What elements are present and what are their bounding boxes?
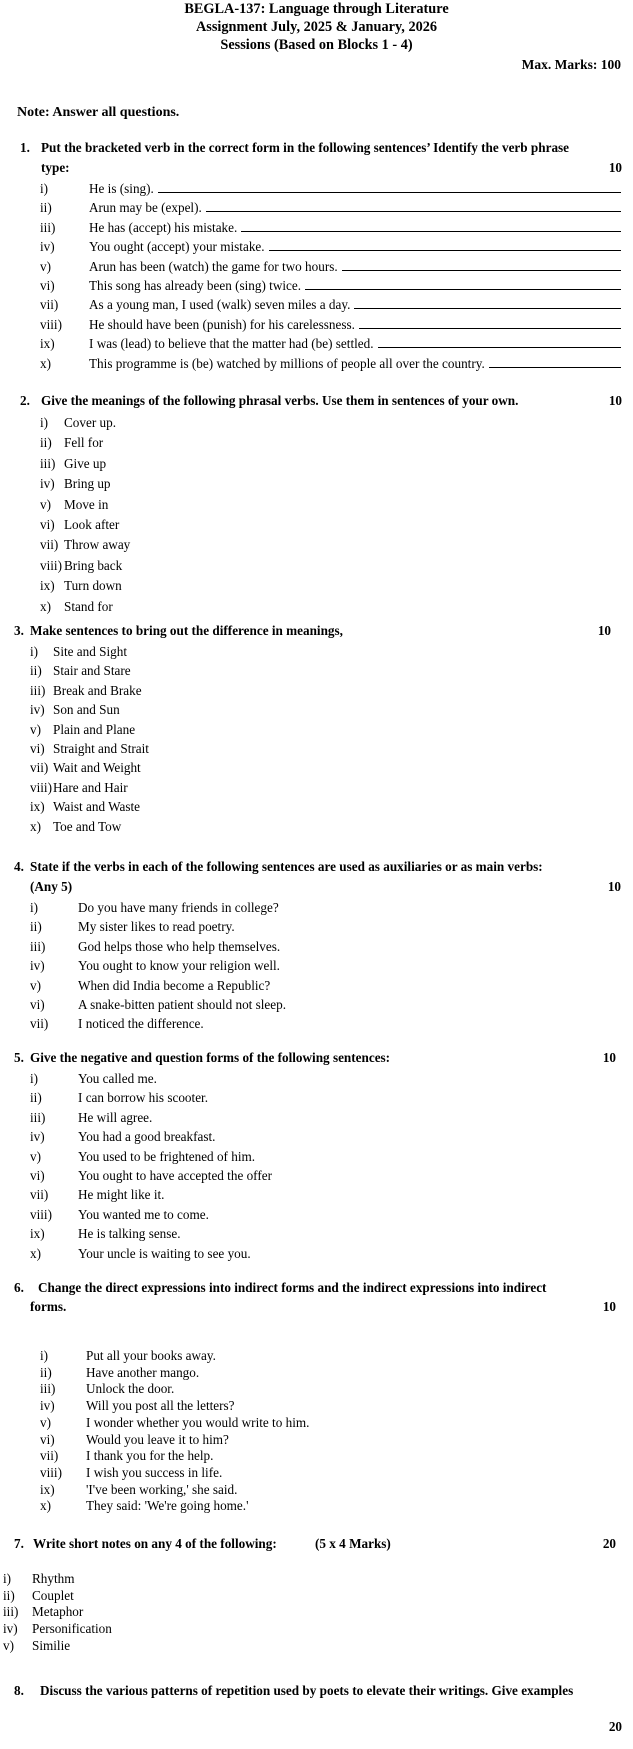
q3-item-text — [53, 799, 140, 815]
q5-item-text — [78, 1071, 157, 1087]
q3-item-label: Toe and Tow — [53, 818, 122, 834]
q7-item-text — [32, 1604, 83, 1620]
q5-item-label: You called me. — [78, 1071, 157, 1086]
q3-item-text — [53, 644, 127, 660]
q2-item-text — [64, 476, 111, 492]
q1-item-text — [89, 259, 621, 275]
q5-item-number: ix) — [30, 1226, 45, 1242]
q5-item-number: ii) — [30, 1090, 42, 1106]
q2-item-text — [64, 578, 122, 594]
q6-item-text — [86, 1415, 309, 1431]
q7-item-number: iv) — [3, 1621, 18, 1637]
q1-item-number: ii) — [40, 200, 52, 216]
q7-item-label: Similie — [32, 1637, 71, 1653]
q8-marks: 20 — [608, 1719, 622, 1734]
q3-item-number: i) — [30, 644, 39, 659]
q1-item-text — [89, 297, 621, 313]
q5-item-text — [78, 1168, 272, 1184]
q2-item-label: Turn down — [64, 578, 122, 594]
q3-item-number: vii) — [30, 760, 49, 776]
q3-item-label: Straight and Strait — [53, 741, 149, 756]
q8-number: 8. — [14, 1683, 24, 1698]
q5-item-text — [78, 1090, 208, 1106]
q4-item-label: Do you have many friends in college? — [78, 900, 279, 915]
q5-item-text — [78, 1246, 251, 1262]
q7-item-label: Personification — [32, 1621, 112, 1637]
q7-item-text — [32, 1588, 74, 1604]
answer-blank-line — [241, 220, 621, 232]
q1-item-number: vi) — [40, 278, 55, 293]
answer-blank-line — [354, 297, 621, 309]
q1-item-number: ix) — [40, 336, 55, 352]
q4-item-number: vii) — [30, 1016, 49, 1032]
q5-number: 5. — [14, 1050, 24, 1065]
q5-item-number: iii) — [30, 1109, 46, 1125]
q6-item-label: Will you post all the letters? — [86, 1398, 235, 1414]
q6-item-label: They said: 'We're going home.' — [86, 1498, 249, 1514]
q2-item-number: iii) — [40, 455, 56, 471]
q3-item-text — [53, 819, 121, 835]
q5-item-label: He might like it. — [78, 1187, 165, 1203]
q7-item-number: i) — [3, 1571, 12, 1586]
q1-item-label: He should have been (punish) for his carelessness. — [89, 316, 355, 332]
answer-blank-line — [269, 239, 621, 251]
q3-item-number: iv) — [30, 702, 45, 718]
q1-item-text — [89, 239, 621, 255]
answer-blank-line — [489, 356, 621, 368]
q2-item-text — [64, 517, 119, 533]
header-course-title: BEGLA-137: Language through Literature — [184, 1, 449, 17]
q7-number: 7. — [14, 1536, 24, 1551]
q2-item-label: Fell for — [64, 435, 104, 451]
q1-item-label: I was (lead) to believe that the matter had (be) settled. — [89, 336, 374, 352]
q4-item-text — [78, 978, 270, 994]
q1-item-text — [89, 181, 621, 197]
q4-item-label: When did India become a Republic? — [78, 977, 271, 993]
q1-item-number: x) — [40, 355, 51, 371]
q2-item-text — [64, 537, 130, 553]
q2-item-text — [64, 497, 108, 513]
q5-item-label: He is talking sense. — [78, 1226, 181, 1242]
q2-item-label: Cover up. — [64, 415, 117, 430]
q6-item-number: v) — [40, 1414, 51, 1430]
q4-item-label: My sister likes to read poetry. — [78, 919, 235, 935]
q2-item-number: ix) — [40, 578, 55, 594]
q7-item-text — [32, 1621, 112, 1637]
q6-text-line1: Change the direct expressions into indirect forms and the indirect expressions into indirect — [38, 1280, 547, 1295]
q2-item-text — [64, 456, 106, 472]
q3-item-text — [53, 780, 128, 796]
q2-item-label: Give up — [64, 455, 107, 471]
q1-item-label: He is (sing). — [89, 181, 154, 196]
q1-number: 1. — [20, 140, 30, 155]
note: Note: Answer all questions. — [17, 105, 180, 120]
q5-item-label: Your uncle is waiting to see you. — [78, 1245, 251, 1261]
q6-text-line2: forms. — [30, 1299, 67, 1314]
q3-item-label: Waist and Waste — [53, 799, 140, 815]
q6-item-number: vi) — [40, 1431, 55, 1447]
q1-item-number: iii) — [40, 219, 56, 235]
q1-item-label: Arun may be (expel). — [89, 200, 202, 216]
q4-item-number: iii) — [30, 938, 46, 954]
q4-item-number: iv) — [30, 958, 45, 974]
q7-item-label: Rhythm — [32, 1571, 75, 1586]
q2-item-label: Bring back — [64, 557, 123, 573]
q3-item-text — [53, 683, 142, 699]
q3-item-label: Site and Sight — [53, 644, 127, 659]
q6-item-number: ix) — [40, 1481, 55, 1497]
q3-item-number: iii) — [30, 682, 46, 698]
q5-item-number: i) — [30, 1071, 39, 1086]
q5-item-text — [78, 1110, 152, 1126]
q6-item-text — [86, 1465, 222, 1481]
q2-marks: 10 — [608, 393, 622, 408]
q7-item-label: Couplet — [32, 1587, 74, 1603]
q4-marks: 10 — [607, 879, 621, 894]
q3-item-label: Son and Sun — [53, 702, 120, 718]
q3-item-text — [53, 760, 141, 776]
q5-item-number: vi) — [30, 1168, 45, 1183]
q4-item-number: v) — [30, 977, 41, 993]
q4-item-number: ii) — [30, 919, 42, 935]
q3-item-number: vi) — [30, 741, 45, 756]
q4-text-line1: State if the verbs in each of the following sentences are used as auxiliaries or as main verbs: — [30, 859, 543, 874]
q7-item-number: v) — [3, 1637, 14, 1653]
q7-item-text — [32, 1571, 75, 1587]
answer-blank-line — [378, 336, 621, 348]
q1-item-number: vii) — [40, 297, 59, 313]
q5-item-text — [78, 1187, 164, 1203]
max-marks: Max. Marks: 100 — [521, 57, 621, 72]
q2-number: 2. — [20, 393, 30, 408]
q2-item-text — [64, 435, 103, 451]
q6-item-text — [86, 1365, 199, 1381]
q6-item-label: I thank you for the help. — [86, 1448, 214, 1464]
q1-item-text — [89, 356, 621, 372]
q1-item-text — [89, 220, 621, 236]
q4-item-label: I noticed the difference. — [78, 1016, 204, 1032]
q6-item-text — [86, 1448, 213, 1464]
q5-item-label: You wanted me to come. — [78, 1206, 209, 1222]
q6-item-text — [86, 1432, 229, 1448]
q5-item-text — [78, 1149, 255, 1165]
q2-item-number: vi) — [40, 517, 55, 532]
q1-item-text — [89, 278, 621, 294]
q6-item-number: ii) — [40, 1364, 52, 1380]
q2-item-number: iv) — [40, 476, 55, 492]
q1-item-label: You ought (accept) your mistake. — [89, 239, 265, 255]
q1-item-number: i) — [40, 181, 49, 196]
q4-item-text — [78, 900, 279, 916]
answer-blank-line — [359, 317, 621, 329]
q6-item-text — [86, 1348, 216, 1364]
header-assignment-title: Assignment July, 2025 & January, 2026 — [195, 19, 438, 35]
q3-item-label: Hare and Hair — [53, 779, 128, 795]
q7-item-text — [32, 1638, 70, 1654]
q3-item-label: Wait and Weight — [53, 760, 141, 776]
q4-number: 4. — [14, 859, 24, 874]
q1-item-number: v) — [40, 258, 51, 274]
q3-marks: 10 — [597, 623, 611, 638]
q2-item-number: i) — [40, 415, 49, 430]
q6-item-number: iv) — [40, 1398, 55, 1414]
q7-marks: 20 — [602, 1536, 616, 1551]
q1-item-text — [89, 200, 621, 216]
q3-item-text — [53, 741, 149, 757]
q5-item-label: I can borrow his scooter. — [78, 1090, 209, 1106]
answer-blank-line — [206, 200, 621, 212]
q5-item-number: vii) — [30, 1187, 49, 1203]
q6-item-text — [86, 1498, 248, 1514]
q3-item-number: ii) — [30, 663, 42, 679]
q5-item-label: You had a good breakfast. — [78, 1129, 216, 1145]
q6-item-number: x) — [40, 1498, 51, 1514]
q2-item-number: x) — [40, 598, 51, 614]
q6-item-label: I wonder whether you would write to him. — [86, 1414, 310, 1430]
q5-item-number: viii) — [30, 1206, 52, 1222]
q1-item-label: Arun has been (watch) the game for two hours. — [89, 258, 338, 274]
q1-text-line1: Put the bracketed verb in the correct form in the following sentences’ Identify the verb phrase — [41, 140, 570, 155]
answer-blank-line — [305, 278, 621, 290]
q3-item-number: x) — [30, 818, 41, 834]
q3-item-label: Break and Brake — [53, 682, 142, 698]
q2-item-label: Move in — [64, 496, 109, 512]
q5-marks: 10 — [602, 1050, 616, 1065]
header-sessions: Sessions (Based on Blocks 1 - 4) — [220, 37, 413, 53]
q5-item-number: x) — [30, 1245, 41, 1261]
q2-item-number: viii) — [40, 557, 62, 573]
q1-item-label: This song has already been (sing) twice. — [89, 278, 302, 293]
q2-item-label: Stand for — [64, 598, 113, 614]
answer-blank-line — [158, 181, 621, 193]
q5-item-label: You ought to have accepted the offer — [78, 1168, 272, 1183]
q4-text-line2: (Any 5) — [30, 879, 73, 894]
q1-item-number: viii) — [40, 316, 62, 332]
q7-item-number: ii) — [3, 1587, 15, 1603]
q3-item-text — [53, 722, 135, 738]
q6-item-number: i) — [40, 1348, 49, 1363]
q3-number: 3. — [14, 623, 24, 638]
q5-item-text — [78, 1129, 215, 1145]
q1-item-number: iv) — [40, 239, 55, 255]
q4-item-text — [78, 958, 280, 974]
q6-item-label: Put all your books away. — [86, 1348, 216, 1363]
q5-item-number: v) — [30, 1148, 41, 1164]
q2-text: Give the meanings of the following phrasal verbs. Use them in sentences of your own. — [41, 393, 519, 408]
q2-item-number: vii) — [40, 537, 59, 553]
q1-item-label: He has (accept) his mistake. — [89, 219, 238, 235]
q6-item-text — [86, 1398, 235, 1414]
q2-item-text — [64, 558, 122, 574]
q1-item-text — [89, 317, 621, 333]
q1-item-text — [89, 336, 621, 352]
q1-item-label: As a young man, I used (walk) seven miles a day. — [89, 297, 351, 313]
q4-item-label: God helps those who help themselves. — [78, 938, 281, 954]
q6-item-label: I wish you success in life. — [86, 1464, 223, 1480]
q2-item-label: Bring up — [64, 476, 111, 492]
q4-item-text — [78, 1016, 204, 1032]
q8-text: Discuss the various patterns of repetition used by poets to elevate their writings. Give examples — [40, 1683, 574, 1698]
q6-item-number: vii) — [40, 1448, 59, 1464]
q4-item-label: A snake-bitten patient should not sleep. — [78, 997, 287, 1012]
q3-item-number: ix) — [30, 799, 45, 815]
q3-item-label: Plain and Plane — [53, 721, 136, 737]
q5-item-label: You used to be frightened of him. — [78, 1148, 256, 1164]
q2-item-text — [64, 415, 116, 431]
answer-blank-line — [342, 259, 621, 271]
q6-item-label: Unlock the door. — [86, 1381, 175, 1397]
q4-item-number: vi) — [30, 997, 45, 1012]
q4-item-text — [78, 919, 235, 935]
q6-item-number: iii) — [40, 1381, 56, 1397]
q2-item-number: ii) — [40, 435, 52, 451]
q4-item-text — [78, 997, 286, 1013]
q2-item-label: Throw away — [64, 537, 131, 553]
q4-item-number: i) — [30, 900, 39, 915]
q2-item-label: Look after — [64, 517, 120, 532]
q6-item-text — [86, 1381, 174, 1397]
q6-item-text — [86, 1482, 237, 1498]
q1-marks: 10 — [608, 160, 622, 175]
q5-item-text — [78, 1226, 181, 1242]
q4-item-label: You ought to know your religion well. — [78, 958, 280, 974]
q1-item-label: This programme is (be) watched by millions of people all over the country. — [89, 355, 485, 371]
q5-item-text — [78, 1207, 209, 1223]
q3-item-label: Stair and Stare — [53, 663, 131, 679]
q5-text: Give the negative and question forms of the following sentences: — [30, 1050, 391, 1065]
q3-item-number: viii) — [30, 779, 52, 795]
q3-item-number: v) — [30, 721, 41, 737]
q3-text: Make sentences to bring out the difference in meanings, — [30, 623, 343, 638]
q3-item-text — [53, 663, 131, 679]
q6-marks: 10 — [602, 1299, 616, 1314]
q3-item-text — [53, 702, 120, 718]
q2-item-text — [64, 599, 113, 615]
q6-item-label: Would you leave it to him? — [86, 1431, 229, 1447]
q7-item-number: iii) — [3, 1604, 19, 1620]
q6-item-label: Have another mango. — [86, 1364, 200, 1380]
q6-number: 6. — [14, 1280, 24, 1295]
q6-item-label: 'I've been working,' she said. — [86, 1481, 238, 1497]
q4-item-text — [78, 939, 280, 955]
q6-item-number: viii) — [40, 1464, 62, 1480]
q1-text-line2: type: — [41, 160, 70, 175]
q7-item-label: Metaphor — [32, 1604, 84, 1620]
q5-item-number: iv) — [30, 1129, 45, 1145]
q5-item-label: He will agree. — [78, 1109, 153, 1125]
q7-sub: (5 x 4 Marks) — [315, 1536, 391, 1551]
q7-text: Write short notes on any 4 of the following: — [33, 1536, 277, 1551]
q2-item-number: v) — [40, 496, 51, 512]
